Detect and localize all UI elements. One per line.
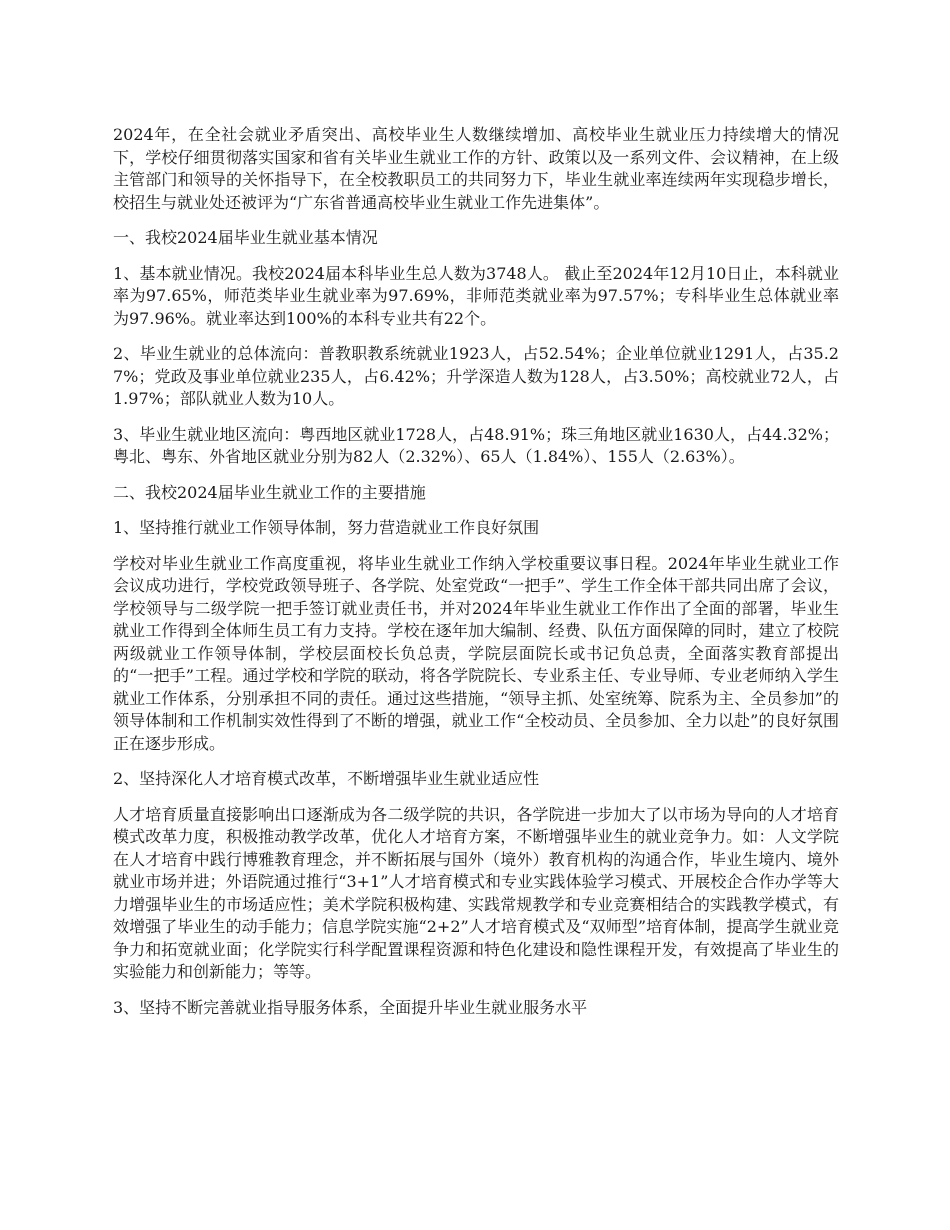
- intro-paragraph: 2024年，在全社会就业矛盾突出、高校毕业生人数继续增加、高校毕业生就业压力持续增大的情况下，学校仔细贯彻落实国家和省有关毕业生就业工作的方针、政策以及一系列文件、会议精神，在上级主管部门和领导的关怀指导下，在全校教职员工的共同努力下，毕业生就业率连续两年实现稳步增长，校招生与就业处还被评为“广东省普通高校毕业生就业工作先进集体”。: [113, 125, 839, 212]
- basic-employment-paragraph: 1、基本就业情况。我校2024届本科毕业生总人数为3748人。 截止至2024年12月10日止，本科就业率为97.65%，师范类毕业生就业率为97.69%，非师范类就业率为97.57%；专科毕业生总体就业率为97.96%。就业率达到100%的本科专业共有22个。: [113, 263, 839, 328]
- section-heading-2: 二、我校2024届毕业生就业工作的主要措施: [113, 482, 426, 502]
- subheading-guidance-service: 3、坚持不断完善就业指导服务体系，全面提升毕业生就业服务水平: [113, 997, 588, 1017]
- training-reform-paragraph: 人才培育质量直接影响出口逐渐成为各二级学院的共识，各学院进一步加大了以市场为导向的人才培育模式改革力度，积极推动教学改革，优化人才培育方案，不断增强毕业生的就业竞争力。如：人文学院在人才培育中践行博雅教育理念，并不断拓展与国外（境外）教育机构的沟通合作，毕业生境内、境外就业市场并进；外语院通过推行“3+1”人才培育模式和专业实践体验学习模式、开展校企合作办学等大力增强毕业生的市场适应性；美术学院积极构建、实践常规教学和专业竞赛相结合的实践教学模式，有效增强了毕业生的动手能力；信息学院实施“2+2”人才培育模式及“双师型”培育体制，提高学生就业竞争力和拓宽就业面；化学院实行科学配置课程资源和特色化建设和隐性课程开发，有效提高了毕业生的实验能力和创新能力；等等。: [113, 804, 839, 981]
- subheading-training-reform: 2、坚持深化人才培育模式改革，不断增强毕业生就业适应性: [113, 769, 540, 788]
- leadership-paragraph: 学校对毕业生就业工作高度重视，将毕业生就业工作纳入学校重要议事日程。2024年毕业生就业工作会议成功进行，学校党政领导班子、各学院、处室党政“一把手”、学生工作全体干部共同出席了会议，学校领导与二级学院一把手签订就业责任书，并对2024年毕业生就业工作作出了全面的部署，毕业生就业工作得到全体师生员工有力支持。学校在逐年加大编制、经费、队伍方面保障的同时，建立了校院两级就业工作领导体制，学校层面校长负总责，学院层面院长或书记负总责，全面落实教育部提出的“一把手”工程。通过学校和学院的联动，将各学院院长、专业系主任、专业导师、专业老师纳入学生就业工作体系，分别承担不同的责任。通过这些措施，“领导主抓、处室统筹、院系为主、全员参加”的领导体制和工作机制实效性得到了不断的增强，就业工作“全校动员、全员参加、全力以赴”的良好氛围正在逐步形成。: [113, 553, 839, 753]
- subheading-leadership: 1、坚持推行就业工作领导体制，努力营造就业工作良好氛围: [113, 518, 540, 537]
- document-body: [113, 124, 839, 1032]
- regional-flow-paragraph: 3、毕业生就业地区流向：粤西地区就业1728人，占48.91%；珠三角地区就业1630人，占44.32%；粤北、粤东、外省地区就业分别为82人（2.32%）、65人（1.84%）、155人（2.63%）。: [113, 424, 839, 466]
- section-heading-1: 一、我校2024届毕业生就业基本情况: [113, 228, 378, 247]
- employment-flow-paragraph: 2、毕业生就业的总体流向：普教职教系统就业1923人，占52.54%；企业单位就业1291人，占35.27%；党政及事业单位就业235人，占6.42%；升学深造人数为128人，占3.50%；高校就业72人，占1.97%；部队就业人数为10人。: [113, 344, 839, 408]
